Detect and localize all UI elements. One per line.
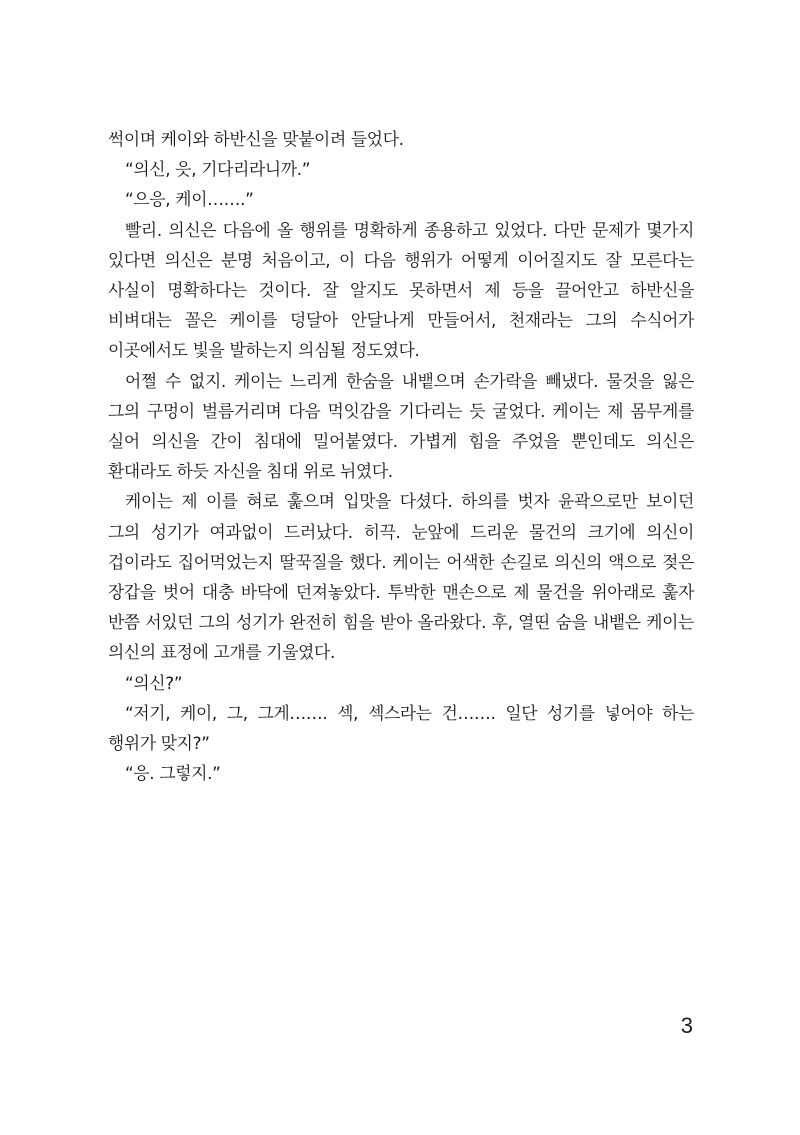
paragraph-5: 어쩔 수 없지. 케이는 느리게 한숨을 내뱉으며 손가락을 빼냈다. 물것을 잃은 그의 구멍이 벌름거리며 다음 먹잇감을 기다리는 듯 굴었다. 케이는 제 몸무게를 실어 의신을 간이 침대에 밀어붙였다. 가볍게 힘을 주었을 뿐인데도 의신은 환대라도 하듯 자신을 침대 위로 뉘였다. [108, 370, 694, 482]
paragraph-6: 케이는 제 이를 혀로 훑으며 입맛을 다셨다. 하의를 벗자 윤곽으로만 보이던 그의 성기가 여과없이 드러났다. 히끅. 눈앞에 드리운 물건의 크기에 의신이 겁이라도 집어먹었는지 딸꾹질을 했다. 케이는 어색한 손길로 의신의 액으로 젖은 장갑을 벗어 대충 바닥에 던져놓았다. 투박한 맨손으로 제 물건을 위아래로 훑자 반쯤 서있던 그의 성기가 완전히 힘을 받아 올라왔다. 후, 열띤 숨을 내뱉은 케이는 의신의 표정에 고개를 기울였다. [108, 491, 694, 663]
paragraph-2: “의신, 읏, 기다리라니까.” [125, 159, 311, 180]
paragraph-1: 썩이며 케이와 하반신을 맞붙이려 들었다. [108, 129, 404, 149]
paragraph-7: “의신?” [125, 672, 183, 693]
paragraph-4: 빨리. 의신은 다음에 올 행위를 명확하게 종용하고 있었다. 다만 문제가 몇가지 있다면 의신은 분명 처음이고, 이 다음 행위가 어떻게 이어질지도 잘 모른다는 사실이 명확하다는 것이다. 잘 알지도 못하면서 제 등을 끌어안고 하반신을 비벼대는 꼴은 케이를 덩달아 안달나게 만들어서, 천재라는 그의 수식어가 이곳에서도 빛을 발하는지 의심될 정도였다. [108, 219, 694, 361]
page-number: 3 [680, 1013, 693, 1038]
paragraph-3: “으응, 케이…….” [125, 189, 254, 210]
document-body [108, 124, 694, 788]
paragraph-8: “저기, 케이, 그, 그게……. 섹, 섹스라는 건……. 일단 성기를 넣어야 하는 행위가 맞지?” [108, 702, 694, 754]
paragraph-9: “응. 그렇지.” [125, 763, 221, 784]
